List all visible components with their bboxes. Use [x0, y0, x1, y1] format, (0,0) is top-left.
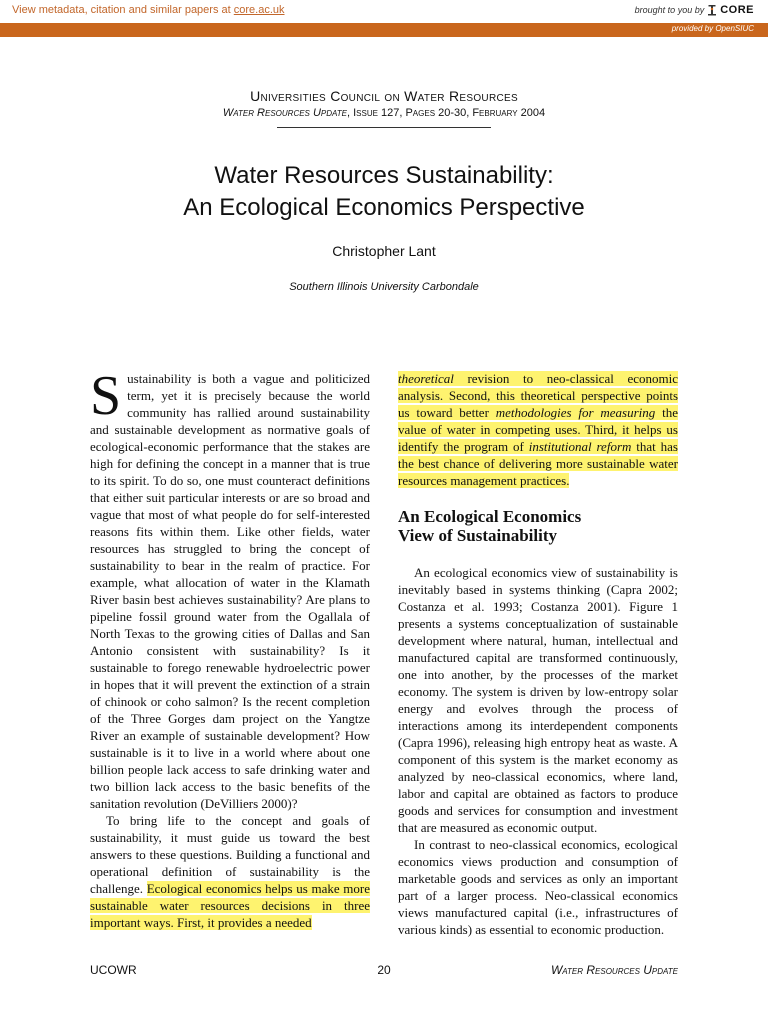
page-number: 20 — [377, 963, 391, 977]
paragraph-challenge-text: To bring life to the concept and goals of sustainability, it must guide us toward the best answers to these questions. Building a functional and operational definition of sustainability is the challenge. — [90, 813, 370, 896]
core-brand[interactable] — [635, 4, 754, 16]
core-metadata-text: View metadata, citation and similar papers at — [12, 4, 231, 16]
highlight-segment: that has the best chance of delivering more sustainable water resources management practices. — [398, 439, 678, 488]
issue-line — [0, 107, 768, 119]
title-line-2: An Ecological Economics Perspective — [183, 194, 585, 221]
author-name: Christopher Lant — [332, 243, 436, 259]
issue-details: , Issue 127, Pages 20-30, February 2004 — [346, 107, 546, 119]
title-line-1: Water Resources Sustainability: — [214, 162, 554, 189]
emphasis-institutional-reform: institutional reform — [528, 439, 632, 454]
publication-name: Water Resources Update — [222, 107, 347, 119]
left-column — [90, 365, 370, 931]
footer-publication: Water Resources Update — [550, 963, 678, 977]
emphasis-methodologies: methodologies for measuring — [495, 405, 656, 420]
paragraph-continuation — [398, 370, 678, 489]
brought-to-you-text: brought to you by — [634, 5, 705, 15]
core-top-bar — [0, 0, 768, 24]
section-heading — [398, 507, 678, 545]
paragraph-systems: An ecological economics view of sustainability is inevitably based in systems thinking (Capra 2002; Costanza et al. 1993; Costanza 2001). Figure 1 presents a systems conceptualization of sustainable development where natural, human, intellectual and manufactured capital are transformed continuously, one into another, by the processes of the market economy. The system is driven by low-entropy solar energy and evolves through the process of interactions among its interdependent components (Capra 1996), releasing high entropy heat as waste. A component of this system is the market economy as analyzed by neo-classical economics, where land, labor and capital are obtained as factors to produce goods and services for consumption and investment that are measured as economic output. — [398, 565, 678, 835]
core-metadata-notice — [12, 4, 285, 16]
highlighted-text: Ecological economics helps us make more sustainable water resources decisions in three important ways. First, it provides a needed — [90, 881, 370, 930]
drop-cap: S — [90, 365, 122, 427]
organization-name: Universities Council on Water Resources — [250, 88, 518, 104]
highlighted-text — [398, 371, 678, 488]
section-heading-line-2: View of Sustainability — [398, 526, 558, 545]
paragraph-intro-text: ustainability is both a vague and politicized term, yet it is precisely because the world community has rallied around sustainability and sustainable development as normative goals of ecological-economic performance that the stakes are high for defining the concept in a manner that is true to its spirit. To do so, one must counteract definitions that either suit particular interests or are so broad and vague that most of what people do for self-interested reasons fits within them. Like other fields, water resources has struggled to bring the concept of sustainability to bear in the realm of practice. For example, what allocation of water in the Klamath River basin best achieves sustainability? Are plans to pipeline fossil ground water from the Ogallala of North Texas to the growing cities of Dallas and San Antonio consistent with sustainability? Is it sustainable to forego renewable hydroelectric power in hopes that it will prevent the extinction of a strain of chinook or coho salmon? Is the recent completion of the Three Gorges dam project on the Yangtze River an example of sustainable development? How sustainable is it to live in a world where about one billion people lack access to safe drinking water and two billion lack access to the basic benefits of the sanitation revolution (DeVilliers 2000)? — [90, 371, 370, 811]
author-affiliation: Southern Illinois University Carbondale — [289, 281, 479, 293]
core-provider-strip — [0, 23, 768, 37]
core-logo-icon — [707, 4, 717, 16]
paragraph-challenge — [90, 812, 370, 931]
paper-title — [0, 160, 768, 224]
paragraph-contrast: In contrast to neo-classical economics, ecological economics views production and consumption of marketable goods and services as only an important part of a larger process. Neo-classical economics views manufactured capital (i.e., infrastructures of various kinds) as essential to economic production. — [398, 837, 678, 937]
paragraph-intro — [90, 365, 370, 812]
journal-header — [0, 88, 768, 128]
footer-org: UCOWR — [90, 963, 137, 977]
core-brand-text: CORE — [720, 4, 754, 16]
highlight-segment: the value of water in competing uses. Third, it helps us identify the program of — [398, 405, 678, 454]
core-link[interactable]: core.ac.uk — [233, 4, 285, 16]
highlight-segment: revision to neo-classical economic analysis. Second, this theoretical perspective points us toward better — [398, 371, 678, 420]
header-divider — [277, 127, 491, 128]
provided-by-text[interactable]: provided by OpenSIUC — [671, 24, 754, 33]
emphasis-theoretical: theoretical — [398, 371, 454, 386]
right-column — [398, 370, 678, 938]
section-heading-line-1: An Ecological Economics — [398, 507, 582, 526]
